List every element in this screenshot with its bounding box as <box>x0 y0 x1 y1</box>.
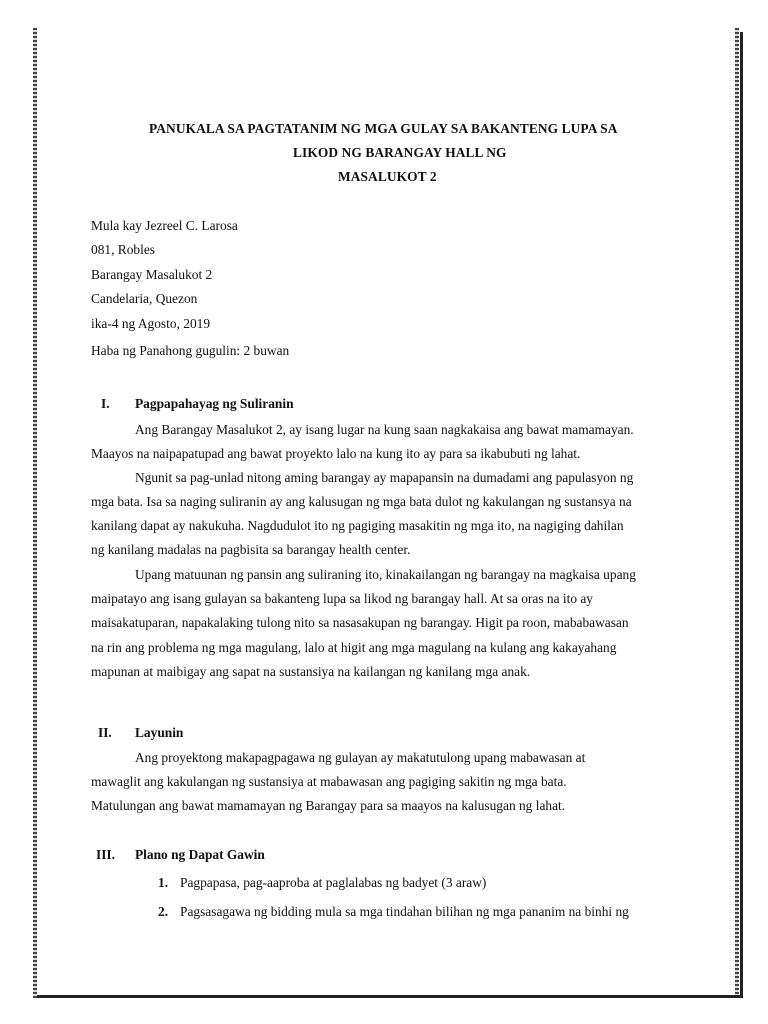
section-1-line: na rin ang problema ng mga magulang, lalo at higit ang mga magulang na kulang ang kakayahang <box>91 640 617 655</box>
section-2-line: Ang proyektong makapagpagawa ng gulayan ay makatutulong upang mabawasan at <box>135 750 586 765</box>
plan-item-text: Pagsasagawa ng bidding mula sa mga tindahan bilihan ng mga pananim na binhi ng <box>180 904 629 919</box>
section-1-line: Upang matuunan ng pansin ang suliraning ito, kinakailangan ng barangay na magkaisa upang <box>135 567 636 582</box>
sender-town: Candelaria, Quezon <box>91 291 198 306</box>
section-1-line: Ang Barangay Masalukot 2, ay isang lugar na kung saan nagkakaisa ang bawat mamamayan. <box>135 422 634 437</box>
plan-item-number: 2. <box>158 904 169 919</box>
plan-item-text: Pagpapasa, pag-aaproba at paglalabas ng badyet (3 araw) <box>180 875 487 890</box>
section-1-line: mapunan at maibigay ang sapat na sustansiya na kailangan ng kanilang mga anak. <box>91 664 531 679</box>
page-border-bottom <box>37 995 743 998</box>
page-border-right-shadow <box>740 32 743 998</box>
section-2-line: mawaglit ang kakulangan ng sustansiya at mabawasan ang pagiging sakitin ng mga bata. <box>91 774 567 789</box>
page-border-right <box>735 28 739 998</box>
document-title-line-3: MASALUKOT 2 <box>338 169 437 184</box>
document-title-line-1: PANUKALA SA PAGTATANIM NG MGA GULAY SA BAKANTENG LUPA SA <box>149 121 618 136</box>
section-2-heading: Layunin <box>135 725 184 740</box>
section-1-number: I. <box>101 396 110 411</box>
document-date: ika-4 ng Agosto, 2019 <box>91 316 211 331</box>
document-title-line-2: LIKOD NG BARANGAY HALL NG <box>293 145 507 160</box>
section-1-line: ng kanilang madalas na pagbisita sa barangay health center. <box>91 542 411 557</box>
section-2-number: II. <box>98 725 112 740</box>
section-1-line: maipatayo ang isang gulayan sa bakanteng lupa sa likod ng barangay hall. At sa oras na ito ay <box>91 591 594 606</box>
section-1-line: Ngunit sa pag-unlad nitong aming barangay ay mapapansin na dumadami ang papulasyon ng <box>135 470 634 485</box>
section-1-line: kanilang dapat ay nakukuha. Nagdudulot ito ng pagiging masakitin ng mga ito, na nagiging dahilan <box>91 518 624 533</box>
section-2-line: Matulungan ang bawat mamamayan ng Barangay para sa maayos na kalusugan ng lahat. <box>91 798 566 813</box>
section-1-heading: Pagpapahayag ng Suliranin <box>135 396 294 411</box>
section-1-line: mga bata. Isa sa naging suliranin ay ang kalusugan ng mga bata dulot ng kakulangan ng sustansya na <box>91 494 632 509</box>
plan-item-number: 1. <box>158 875 169 890</box>
sender-address: 081, Robles <box>91 242 155 257</box>
section-3-number: III. <box>96 847 115 862</box>
project-duration: Haba ng Panahong gugulin: 2 buwan <box>91 343 290 358</box>
section-1-line: Maayos na naipapatupad ang bawat proyekto lalo na kung ito ay para sa ikabubuti ng lahat. <box>91 446 581 461</box>
page-border-left <box>33 28 37 998</box>
sender-name: Mula kay Jezreel C. Larosa <box>91 218 238 233</box>
sender-barangay: Barangay Masalukot 2 <box>91 267 213 282</box>
section-1-line: maisakatuparan, napakalaking tulong nito sa nasasakupan ng barangay. Higit pa roon, mababawasan <box>91 615 629 630</box>
section-3-heading: Plano ng Dapat Gawin <box>135 847 265 862</box>
